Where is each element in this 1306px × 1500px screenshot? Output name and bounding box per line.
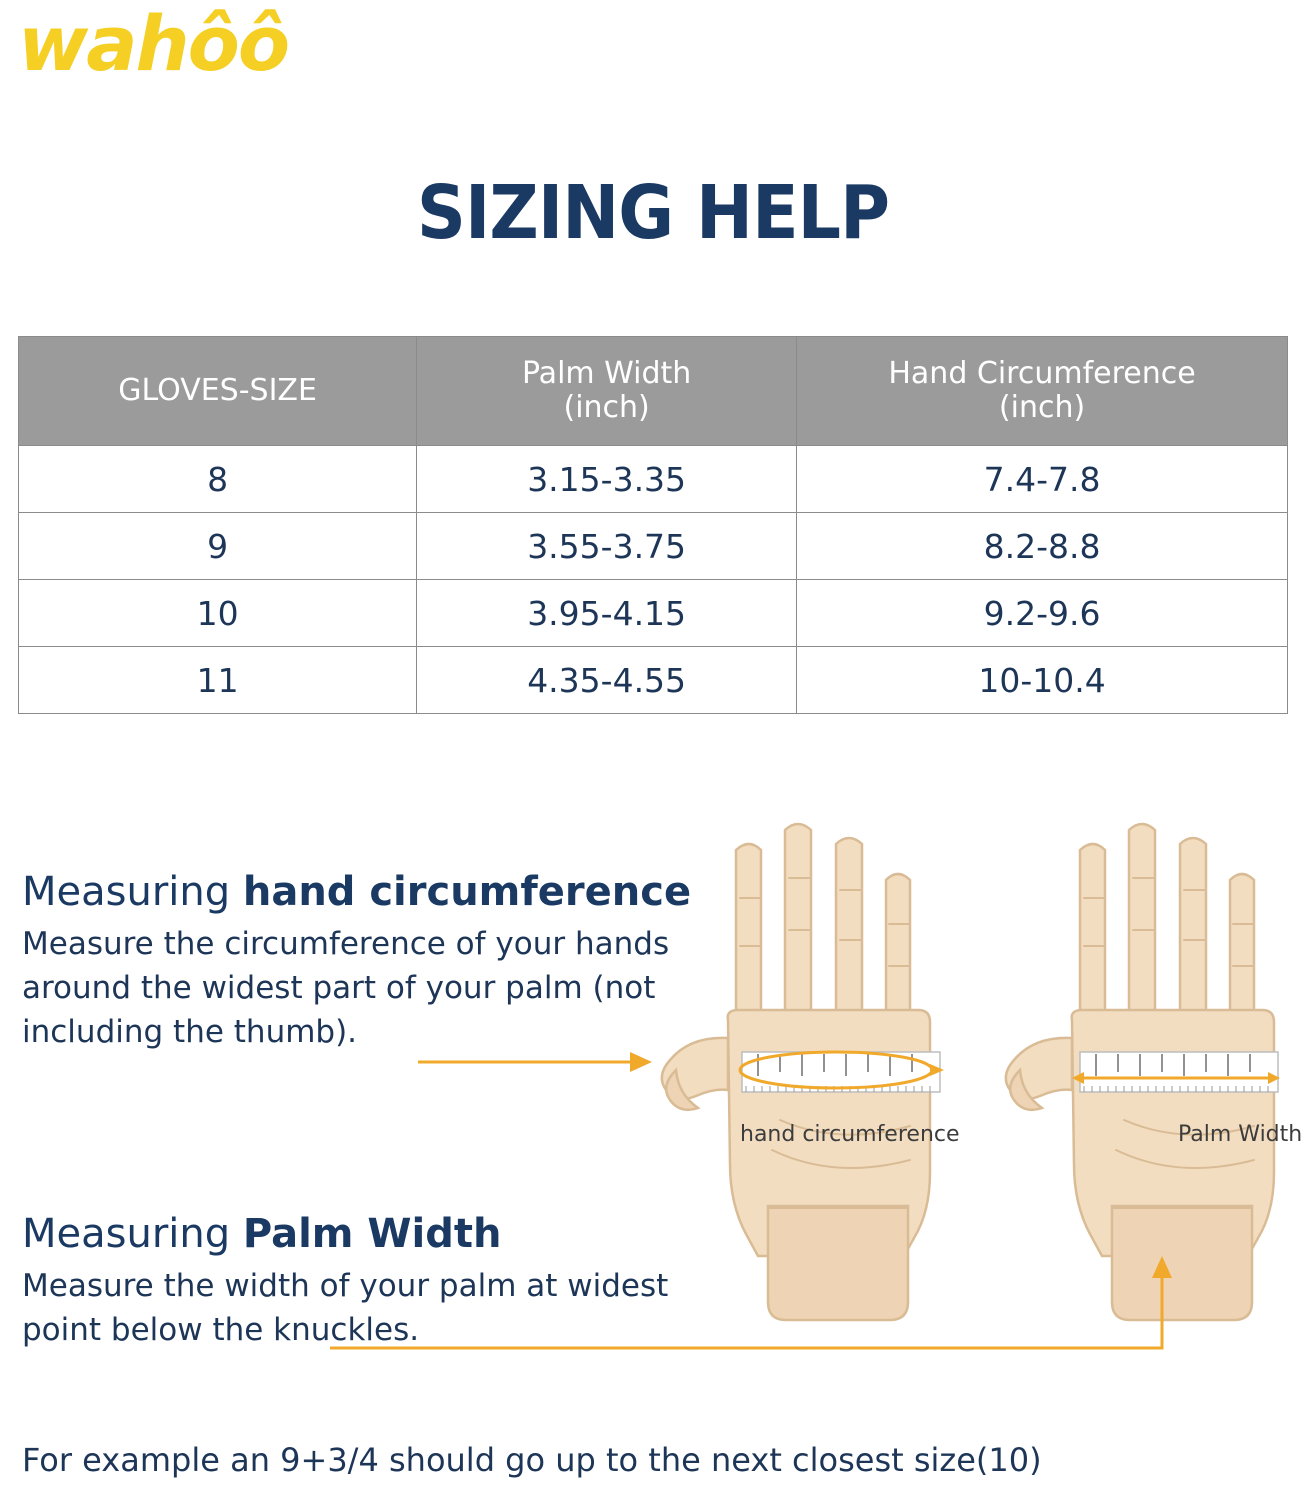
cell-hand-circumference: 10-10.4	[797, 647, 1288, 714]
instruction-hand-circumference-heading	[22, 870, 722, 914]
tape-measure-palm-width	[1072, 1052, 1280, 1092]
instruction-palm-width	[22, 1212, 722, 1352]
example-note: For example an 9+3/4 should go up to the next closest size(10)	[22, 1441, 1042, 1479]
cell-size: 10	[19, 580, 417, 647]
cell-palm-width: 3.55-3.75	[417, 513, 797, 580]
heading-prefix: Measuring	[22, 869, 243, 915]
table-header-hand-circumference	[797, 337, 1288, 446]
cell-size: 9	[19, 513, 417, 580]
cell-size: 11	[19, 647, 417, 714]
heading-strong: Palm Width	[242, 1211, 502, 1257]
caption-palm-width: Palm Width	[1178, 1122, 1303, 1147]
table-header-gloves-size-label: GLOVES-SIZE	[118, 373, 317, 409]
table-row	[19, 513, 1288, 580]
table-body	[19, 446, 1288, 714]
table-header-hand-circumference-label: Hand Circumference	[888, 356, 1196, 392]
table-header-palm-width-unit: (inch)	[563, 390, 650, 425]
table-row	[19, 446, 1288, 513]
table-row	[19, 580, 1288, 647]
instruction-palm-width-heading	[22, 1212, 722, 1256]
cell-hand-circumference: 8.2-8.8	[797, 513, 1288, 580]
table-header-palm-width	[417, 337, 797, 446]
table-head	[19, 337, 1288, 446]
table-header-palm-width-label: Palm Width	[521, 356, 692, 392]
table-header-row	[19, 337, 1288, 446]
hands-illustration	[640, 820, 1306, 1380]
heading-prefix: Measuring	[22, 1211, 243, 1257]
table-header-gloves-size	[19, 337, 417, 446]
cell-palm-width: 3.15-3.35	[417, 446, 797, 513]
cell-size: 8	[19, 446, 417, 513]
table-row	[19, 647, 1288, 714]
cell-hand-circumference: 7.4-7.8	[797, 446, 1288, 513]
instruction-hand-circumference-body: Measure the circumference of your hands around the widest part of your palm (not including the thumb).	[22, 926, 670, 1051]
cell-palm-width: 3.95-4.15	[417, 580, 797, 647]
tape-measure-circumference	[740, 1052, 944, 1092]
sizing-table-container	[18, 336, 1288, 714]
page-title: SIZING HELP	[416, 170, 890, 256]
heading-strong: hand circumference	[242, 869, 692, 915]
cell-hand-circumference: 9.2-9.6	[797, 580, 1288, 647]
instruction-palm-width-body: Measure the width of your palm at widest point below the knuckles.	[22, 1268, 669, 1349]
table-header-hand-circumference-unit: (inch)	[998, 390, 1086, 425]
caption-hand-circumference: hand circumference	[740, 1122, 960, 1147]
sizing-table	[18, 336, 1288, 714]
brand-logo: wahôô	[18, 0, 289, 88]
cell-palm-width: 4.35-4.55	[417, 647, 797, 714]
instruction-hand-circumference	[22, 870, 722, 1054]
